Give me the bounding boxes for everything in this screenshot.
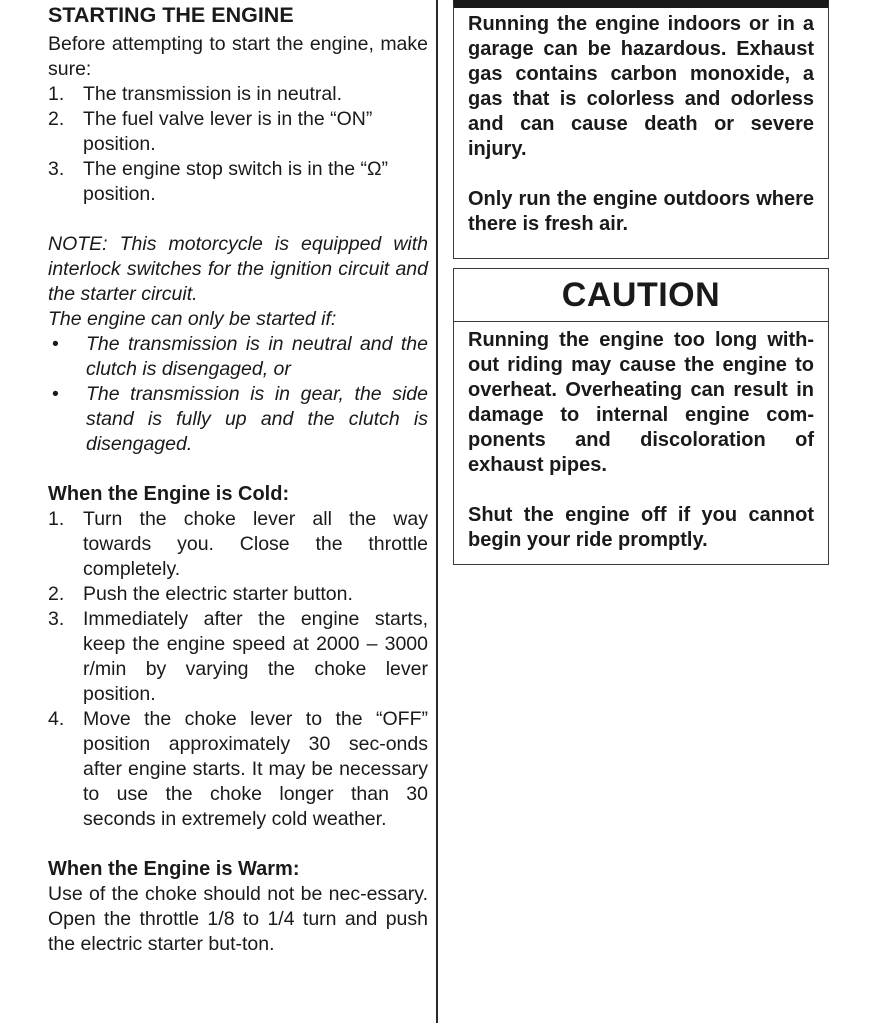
start-conditions-list bbox=[48, 332, 428, 457]
condition-item: • The transmission is in neutral and the clutch is disengaged, or bbox=[52, 333, 428, 380]
left-column bbox=[48, 0, 428, 957]
cold-step: 2. Push the electric starter button. bbox=[48, 583, 353, 605]
checklist-item: 2. The fuel valve lever is in the “ON” position. bbox=[48, 108, 373, 155]
caution-text: Running the engine too long with-out riding may cause the engine to overheat. Overheating can result in damage to internal engine com-ponents and discoloration of exhaust pipes. bbox=[468, 329, 814, 476]
caution-instruction: Shut the engine off if you cannot begin your ride promptly. bbox=[468, 504, 814, 551]
warning-box bbox=[453, 0, 829, 259]
column-divider bbox=[436, 0, 438, 1023]
cold-step: 1. Turn the choke lever all the way towards you. Close the throttle completely. bbox=[48, 508, 428, 580]
warning-text: Running the engine indoors or in a garage can be hazardous. Exhaust gas contains carbon monoxide, a gas that is colorless and odorless and can cause death or severe injury. bbox=[468, 13, 814, 160]
intro-text: Before attempting to start the engine, make sure: bbox=[48, 33, 428, 80]
condition-item: • The transmission is in gear, the side stand is fully up and the clutch is disengaged. bbox=[52, 383, 428, 455]
section-title: STARTING THE ENGINE bbox=[48, 3, 294, 27]
checklist-item: 1. The transmission is in neutral. bbox=[48, 83, 343, 105]
checklist-item: 3. The engine stop switch is in the “Ω” position. bbox=[48, 158, 389, 205]
warning-instruction: Only run the engine outdoors where there is fresh air. bbox=[468, 188, 814, 235]
cold-step: 4. Move the choke lever to the “OFF” position approximately 30 sec-onds after engine starts. It may be necessary to use the choke longer than 30 seconds in extremely cold weather. bbox=[48, 708, 428, 830]
cold-engine-steps bbox=[48, 507, 428, 832]
warm-engine-heading: When the Engine is Warm: bbox=[48, 858, 300, 880]
cold-step: 3. Immediately after the engine starts, keep the engine speed at 2000 – 3000 r/min by varying the choke lever position. bbox=[48, 608, 428, 705]
caution-title: CAUTION bbox=[454, 269, 828, 322]
note-condition: The engine can only be started if: bbox=[48, 308, 337, 330]
cold-engine-heading: When the Engine is Cold: bbox=[48, 483, 290, 505]
warm-engine-text: Use of the choke should not be nec-essary. Open the throttle 1/8 to 1/4 turn and push the electric starter but-ton. bbox=[48, 883, 428, 955]
interlock-note: NOTE: This motorcycle is equipped with interlock switches for the ignition circuit and the starter circuit. bbox=[48, 233, 428, 305]
caution-box bbox=[453, 268, 829, 565]
pre-start-checklist bbox=[48, 82, 428, 207]
